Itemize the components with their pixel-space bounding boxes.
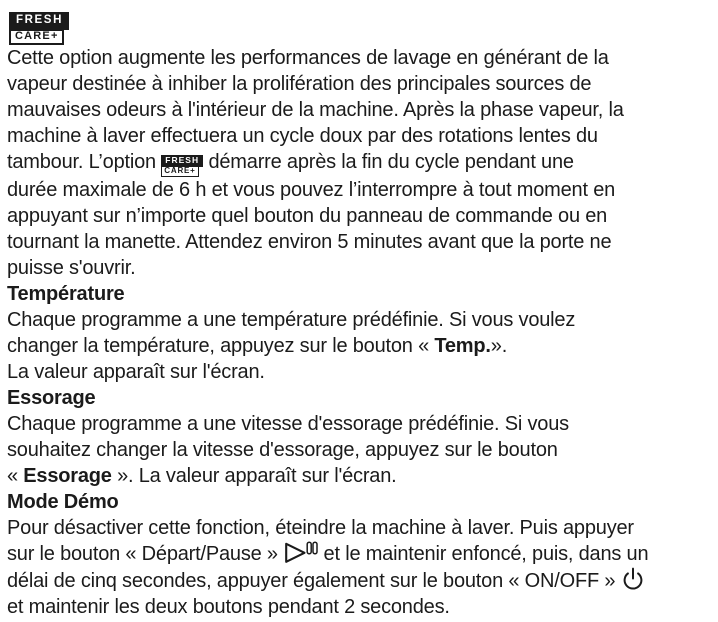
- intro-paragraph: [7, 45, 712, 281]
- text-segment: démarre après la fin du cycle pendant une: [203, 151, 574, 173]
- section-heading-mode-demo: Mode Démo: [7, 491, 119, 513]
- fresh-care-badge-inline: [161, 155, 203, 177]
- text-segment: et le maintenir enfoncé, puis, dans un: [318, 543, 649, 565]
- section-heading-temperature: Température: [7, 283, 125, 305]
- text-segment: changer la température, appuyez sur le bouton «: [7, 335, 435, 357]
- text-line-with-icon: [7, 541, 712, 567]
- fresh-care-badge-top-label: FRESH: [9, 12, 69, 30]
- fresh-care-badge: [9, 12, 69, 45]
- text-line: mauvaises odeurs à l'intérieur de la machine. Après la phase vapeur, la: [7, 99, 624, 121]
- text-line: souhaitez changer la vitesse d'essorage, appuyez sur le bouton: [7, 439, 558, 461]
- power-icon: [621, 567, 645, 592]
- text-line: La valeur apparaît sur l'écran.: [7, 361, 265, 383]
- section-heading-essorage: Essorage: [7, 387, 96, 409]
- section-temperature: [7, 281, 712, 385]
- text-line-with-badge: [7, 149, 712, 177]
- text-line: durée maximale de 6 h et vous pouvez l’interrompre à tout moment en: [7, 179, 616, 201]
- text-line: et maintenir les deux boutons pendant 2 secondes.: [7, 596, 450, 618]
- temp-button-label: Temp.: [434, 335, 491, 357]
- essorage-button-label: Essorage: [23, 465, 112, 487]
- section-mode-demo: [7, 489, 712, 620]
- text-line: puisse s'ouvrir.: [7, 257, 136, 279]
- text-segment: ».: [490, 335, 508, 357]
- text-line: Pour désactiver cette fonction, éteindre la machine à laver. Puis appuyer: [7, 517, 634, 539]
- text-line: vapeur destinée à inhiber la prolifération des principales sources de: [7, 73, 592, 95]
- section-essorage: [7, 385, 712, 489]
- text-line: Chaque programme a une température prédéfinie. Si vous voulez: [7, 309, 576, 331]
- text-segment: ». La valeur apparaît sur l'écran.: [111, 465, 397, 487]
- text-line: machine à laver effectuera un cycle doux par des rotations lentes du: [7, 125, 598, 147]
- text-segment: tambour. L’option: [7, 151, 162, 173]
- text-line: Chaque programme a une vitesse d'essorage prédéfinie. Si vous: [7, 413, 569, 435]
- text-line-with-icon: [7, 567, 712, 594]
- fresh-care-badge-bottom-label: CARE+: [161, 166, 198, 177]
- fresh-care-badge-bottom-label: CARE+: [9, 29, 64, 45]
- text-segment: délai de cinq secondes, appuyer également sur le bouton « ON/OFF »: [7, 570, 621, 592]
- text-segment: «: [7, 465, 24, 487]
- start-pause-icon: [283, 541, 318, 565]
- text-line: [7, 333, 712, 359]
- text-line: Cette option augmente les performances de lavage en générant de la: [7, 47, 609, 69]
- text-line: [7, 463, 712, 489]
- fresh-care-badge-top-label: FRESH: [161, 155, 203, 167]
- text-segment: sur le bouton « Départ/Pause »: [7, 543, 284, 565]
- text-line: appuyant sur n’importe quel bouton du panneau de commande ou en: [7, 205, 608, 227]
- text-line: tournant la manette. Attendez environ 5 minutes avant que la porte ne: [7, 231, 612, 253]
